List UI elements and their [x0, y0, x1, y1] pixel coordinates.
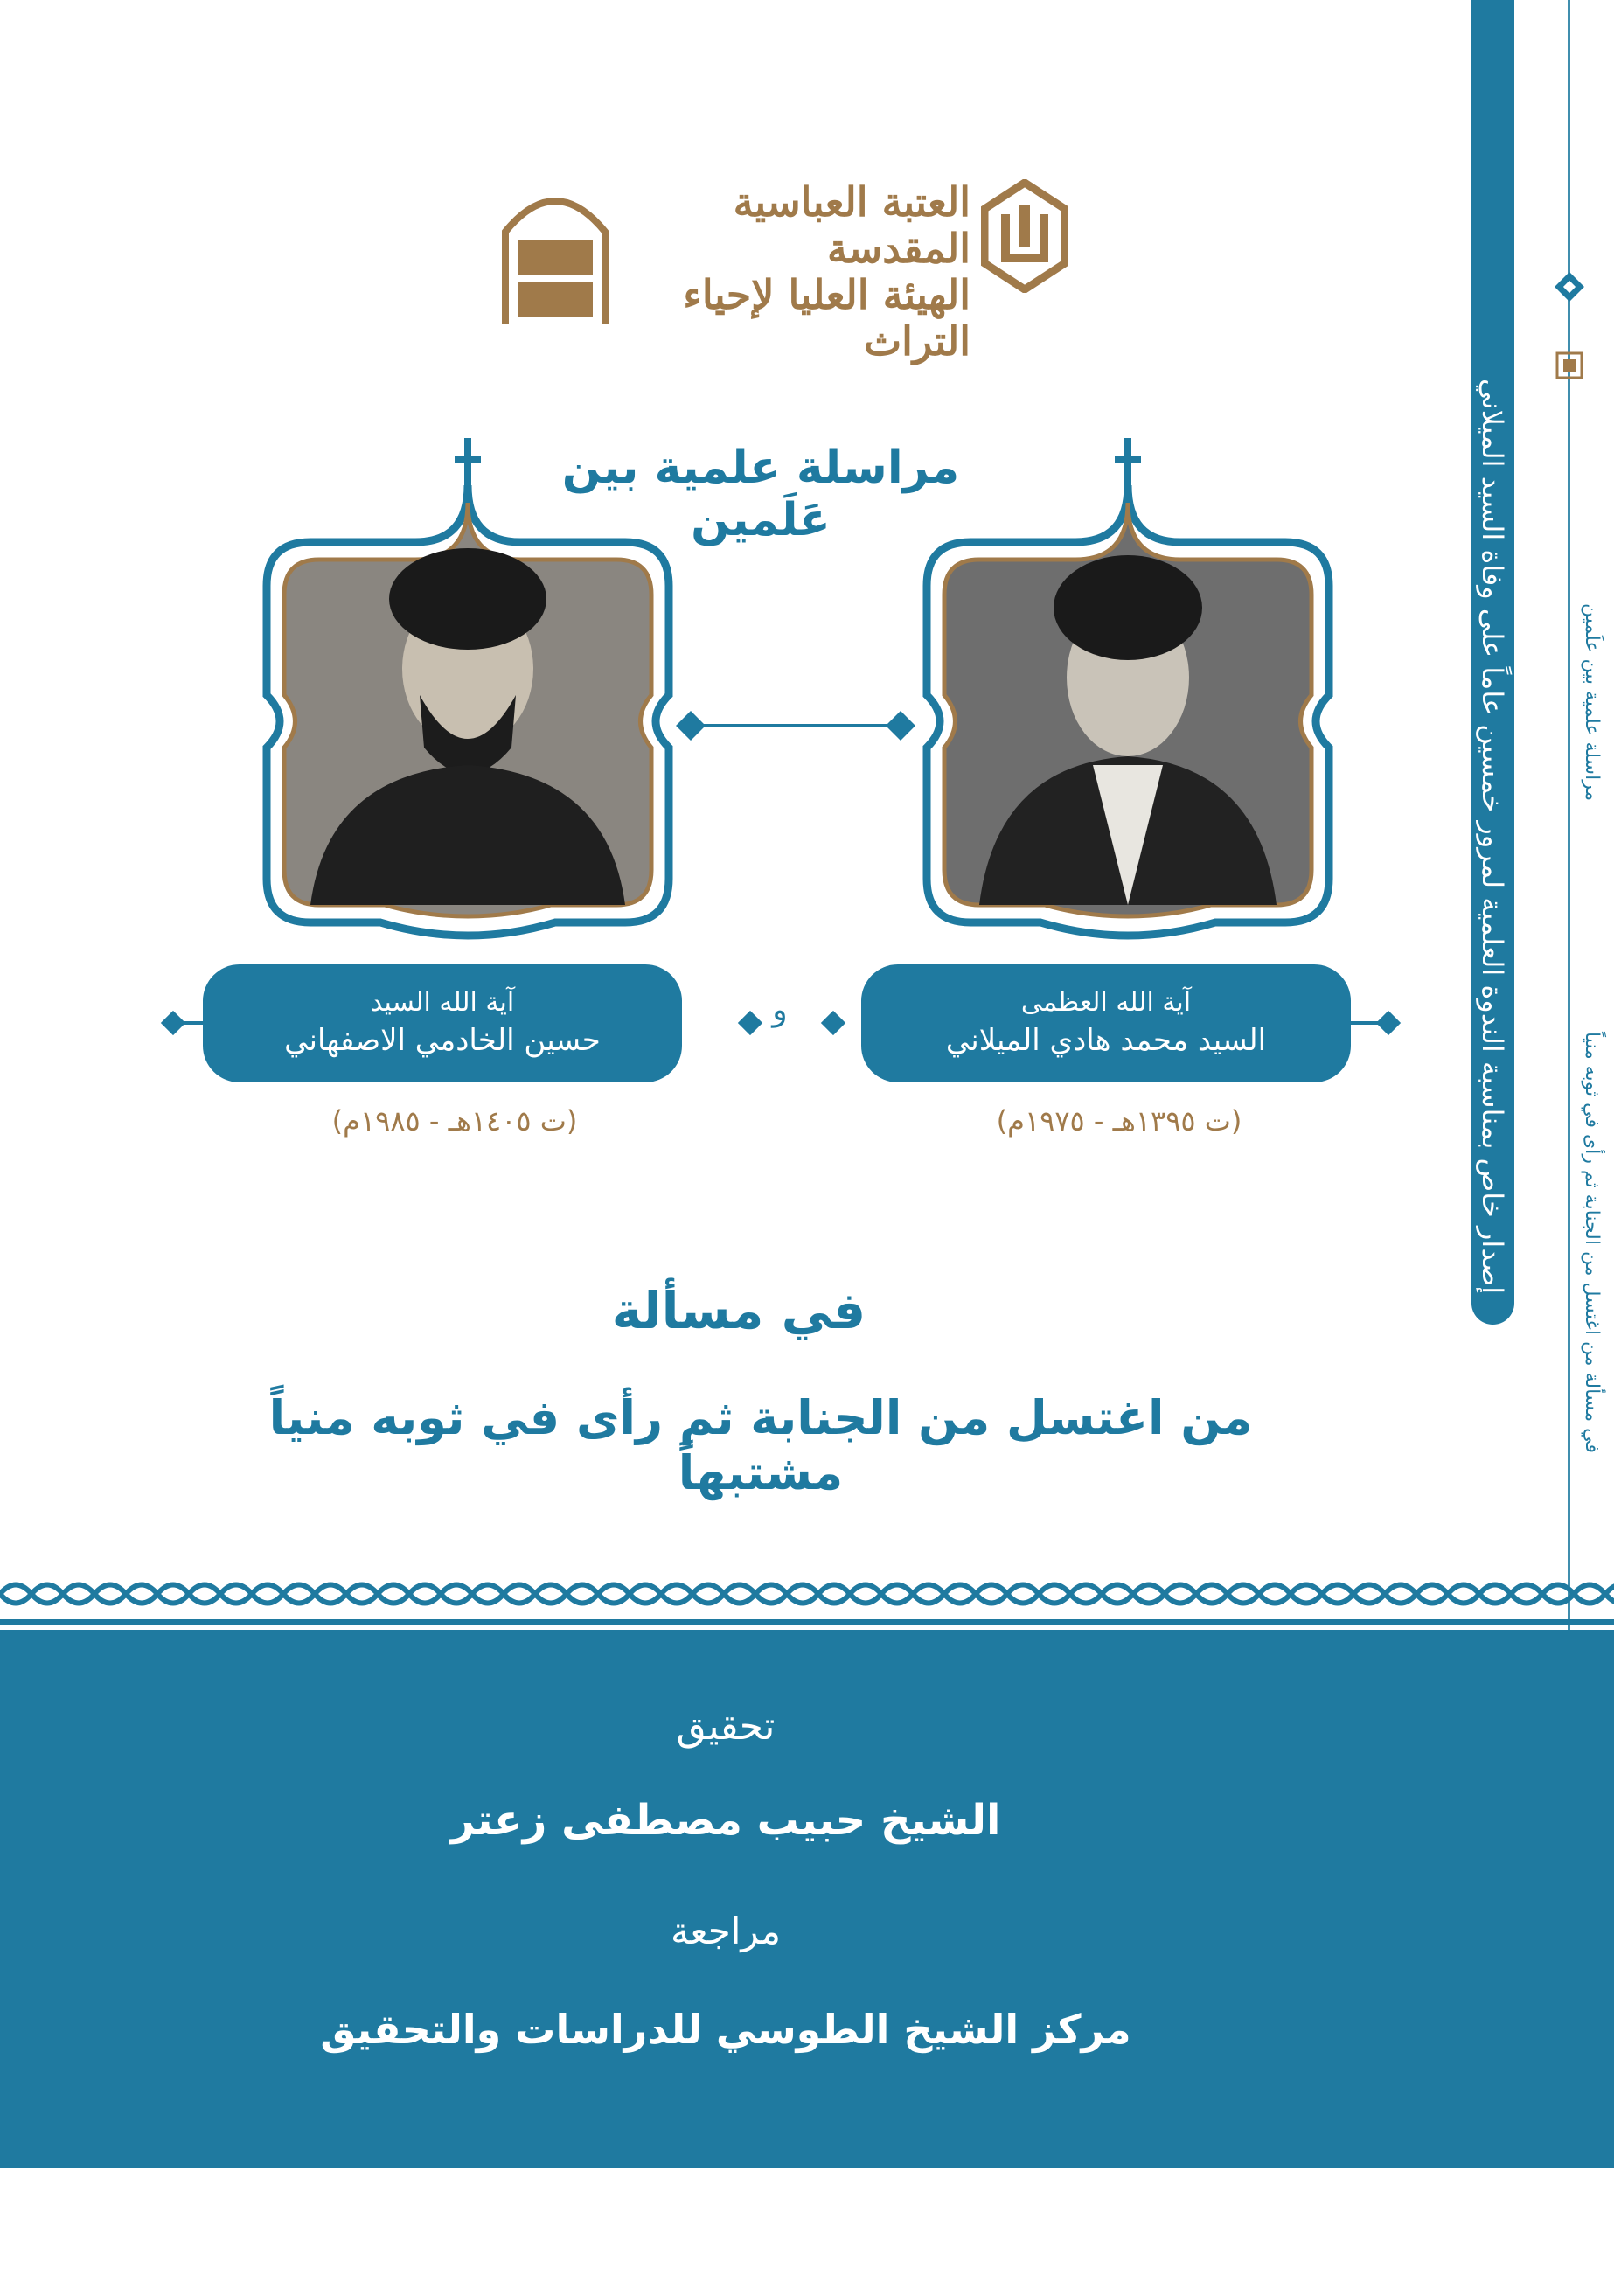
- question-heading: في مسألة: [611, 1281, 866, 1340]
- scholar-khadimi-name: حسين الخادمي الاصفهاني: [284, 1022, 601, 1058]
- credits-panel: [0, 1630, 1614, 2168]
- tab-ornament-right: [1346, 1005, 1408, 1040]
- decorative-border-band: [0, 1572, 1614, 1630]
- tab-ornament-mid-left: [733, 1005, 768, 1040]
- review-label: مراجعة: [670, 1910, 782, 1952]
- question-text: من اغتسل من الجنابة ثم رأى في ثوبه منياً مشتبهاً: [268, 1390, 1253, 1500]
- spine-logo-icon: [1554, 350, 1585, 381]
- spine-subtitle: في مسألة من اغتسل من الجنابة ثم رأى في ثوبه منياً: [1581, 1032, 1603, 1454]
- portrait-frame-milani: [918, 433, 1338, 940]
- reviewer-name: مركز الشيخ الطوسي للدراسات والتحقيق: [320, 2006, 1131, 2053]
- tab-ornament-mid-right: [816, 1005, 851, 1040]
- scholar-name-khadimi: [203, 964, 682, 1082]
- ihya-badge-icon: [498, 179, 612, 328]
- spine-title: مراسلة علمية بين علَمين: [1581, 603, 1603, 802]
- investigation-label: تحقيق: [676, 1704, 776, 1749]
- scholar-milani-title: آية الله العظمى: [1020, 987, 1192, 1019]
- scholar-milani-name: السيد محمد هادي الميلاني: [945, 1022, 1267, 1058]
- scholar-milani-dates: (ت ١٣٩٥هـ - ١٩٧٥م): [996, 1104, 1242, 1138]
- spine-knot-icon-bottom: [1554, 2265, 1585, 2296]
- portrait-frame-khadimi: [258, 433, 678, 940]
- spine-knot-icon: [1554, 271, 1585, 303]
- tab-ornament-left: [156, 1005, 208, 1040]
- page-title: مراسلة علمية بين عَلَمين: [561, 442, 960, 546]
- portrait-connector: [673, 708, 927, 743]
- scholar-khadimi-title: آية الله السيد: [370, 987, 515, 1019]
- spine-main-text: إصدار خاص بمناسبة الندوة العلمية لمرور خمسين عاماً على وفاة السيد الميلاني: [1476, 378, 1509, 1294]
- abbas-shrine-logo-icon: [981, 179, 1068, 293]
- logo-line-2: الهيئة العليا لإحياء التراث: [683, 270, 970, 365]
- conjunction-and: و: [772, 992, 788, 1028]
- scholar-name-milani: [861, 964, 1351, 1082]
- header-logo: [498, 170, 1075, 365]
- logo-line-1: العتبة العباسية المقدسة: [733, 178, 970, 272]
- scholar-khadimi-dates: (ت ١٤٠٥هـ - ١٩٨٥م): [331, 1104, 578, 1138]
- investigator-name: الشيخ حبيب مصطفى زعتر: [450, 1796, 1001, 1845]
